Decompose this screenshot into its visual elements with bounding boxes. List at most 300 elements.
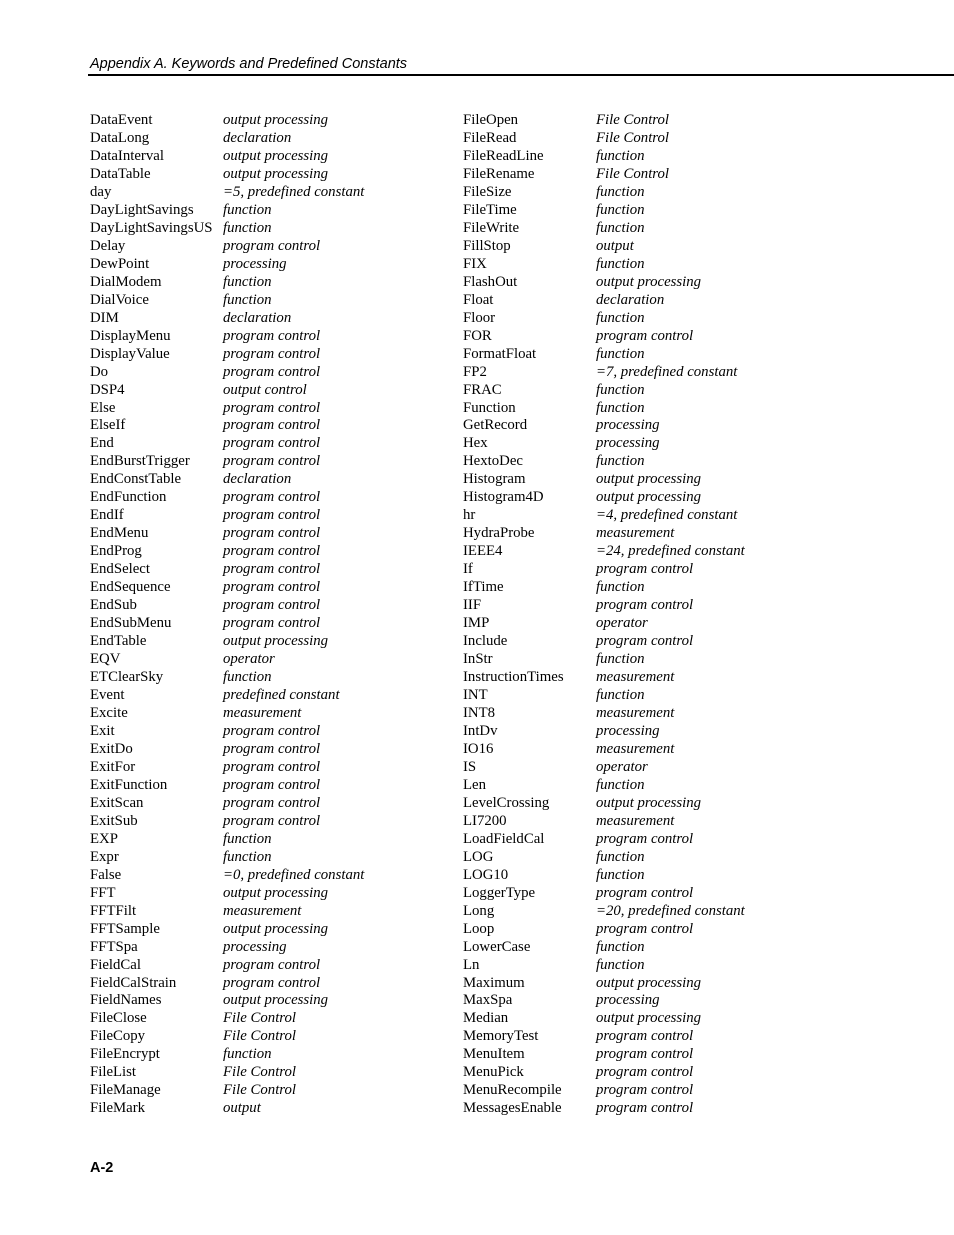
keyword-row bbox=[90, 471, 420, 489]
keyword: FieldCalStrain bbox=[90, 974, 177, 991]
keyword-category: measurement bbox=[596, 740, 675, 757]
keyword-category: output processing bbox=[596, 1010, 702, 1027]
keyword: InStr bbox=[463, 651, 493, 668]
keyword: LoggerType bbox=[463, 884, 536, 901]
keyword: ETClearSky bbox=[90, 669, 164, 686]
keyword-row bbox=[90, 400, 420, 418]
keyword-category: =5, predefined constant bbox=[223, 183, 365, 200]
keyword-category: function bbox=[596, 309, 645, 326]
keyword-category: output processing bbox=[223, 147, 329, 164]
keyword-category: program control bbox=[223, 417, 321, 434]
keyword: Excite bbox=[90, 704, 128, 721]
keyword-row bbox=[90, 256, 420, 274]
keyword-row bbox=[90, 292, 420, 310]
keyword-row bbox=[90, 1082, 420, 1100]
keyword: FFTSample bbox=[90, 920, 160, 937]
keyword: Else bbox=[90, 399, 116, 416]
keyword-category: program control bbox=[223, 363, 321, 380]
keyword-row bbox=[463, 310, 903, 328]
keyword: DewPoint bbox=[90, 255, 150, 272]
keyword-row bbox=[90, 885, 420, 903]
keyword: DataEvent bbox=[90, 112, 153, 128]
keyword-category: program control bbox=[596, 1100, 694, 1117]
keyword-category: program control bbox=[223, 615, 321, 632]
keyword: FileManage bbox=[90, 1082, 161, 1099]
keyword-category: output processing bbox=[223, 165, 329, 182]
keyword: MenuRecompile bbox=[463, 1082, 562, 1099]
keyword-row bbox=[90, 166, 420, 184]
keyword-row bbox=[90, 364, 420, 382]
keyword-row bbox=[90, 112, 420, 130]
keyword-category: function bbox=[596, 183, 645, 200]
keyword-row bbox=[90, 597, 420, 615]
keyword-category: program control bbox=[596, 561, 694, 578]
keyword-row bbox=[90, 220, 420, 238]
keyword: FileReadLine bbox=[463, 147, 544, 164]
keyword-row bbox=[90, 957, 420, 975]
keyword: ExitFor bbox=[90, 758, 136, 775]
keyword-category: function bbox=[223, 201, 272, 218]
keyword: EndSequence bbox=[90, 579, 171, 596]
keyword-row bbox=[90, 148, 420, 166]
keyword-category: program control bbox=[223, 345, 321, 362]
keyword-category: function bbox=[596, 956, 645, 973]
keyword-category: output processing bbox=[596, 471, 702, 488]
keyword-category: processing bbox=[223, 255, 287, 272]
keyword: IfTime bbox=[463, 579, 504, 596]
keyword: ExitDo bbox=[90, 740, 133, 757]
keyword-row bbox=[463, 220, 903, 238]
header-rule bbox=[88, 74, 954, 76]
keyword-row bbox=[463, 921, 903, 939]
keyword: INT bbox=[463, 687, 488, 703]
keyword: FileOpen bbox=[463, 112, 519, 128]
keyword-category: program control bbox=[223, 561, 321, 578]
keyword-row bbox=[90, 1046, 420, 1064]
keyword-category: program control bbox=[223, 956, 321, 973]
keyword-category: program control bbox=[596, 1028, 694, 1045]
keyword-row bbox=[463, 813, 903, 831]
keyword-category: function bbox=[596, 381, 645, 398]
keyword-category: program control bbox=[223, 722, 321, 739]
keyword-row bbox=[463, 723, 903, 741]
keyword-category: program control bbox=[223, 327, 321, 344]
keyword: LoadFieldCal bbox=[463, 830, 545, 847]
keyword-row bbox=[463, 705, 903, 723]
keyword: Include bbox=[463, 633, 508, 650]
keyword: EQV bbox=[90, 651, 121, 668]
keyword-category: program control bbox=[223, 435, 321, 452]
keyword-category: output processing bbox=[223, 920, 329, 937]
keyword-row bbox=[463, 885, 903, 903]
keyword-category: program control bbox=[596, 1046, 694, 1063]
keyword-row bbox=[90, 705, 420, 723]
keyword: LOG bbox=[463, 848, 494, 865]
keyword: Do bbox=[90, 363, 109, 380]
keyword: FieldCal bbox=[90, 956, 141, 973]
keyword-row bbox=[463, 597, 903, 615]
keyword-row bbox=[90, 633, 420, 651]
keyword-category: output control bbox=[223, 381, 307, 398]
keyword-category: function bbox=[596, 938, 645, 955]
keyword-row bbox=[463, 166, 903, 184]
keyword-row bbox=[463, 849, 903, 867]
keyword: If bbox=[463, 561, 473, 578]
keyword: FileRename bbox=[463, 165, 535, 182]
keyword: EndBurstTrigger bbox=[90, 453, 190, 470]
keyword: InstructionTimes bbox=[463, 669, 564, 686]
keyword-row bbox=[90, 992, 420, 1010]
keyword-row bbox=[90, 1064, 420, 1082]
keyword: Maximum bbox=[463, 974, 525, 991]
keyword: Median bbox=[463, 1010, 509, 1027]
keyword: False bbox=[90, 866, 122, 883]
keyword-category: function bbox=[596, 687, 645, 703]
keyword-category: program control bbox=[223, 740, 321, 757]
keyword: DialVoice bbox=[90, 291, 149, 308]
keyword-row bbox=[90, 184, 420, 202]
keyword: EndSelect bbox=[90, 561, 150, 578]
keyword-row bbox=[90, 489, 420, 507]
keyword-category: File Control bbox=[596, 129, 670, 146]
keyword-category: output processing bbox=[596, 974, 702, 991]
keyword-category: function bbox=[596, 255, 645, 272]
keyword-row bbox=[90, 1010, 420, 1028]
keyword-category: operator bbox=[596, 758, 648, 775]
keyword-row bbox=[463, 795, 903, 813]
keyword-category: declaration bbox=[596, 291, 665, 308]
keyword: GetRecord bbox=[463, 417, 528, 434]
keyword: FileList bbox=[90, 1064, 137, 1081]
keyword-category: program control bbox=[223, 812, 321, 829]
keyword-row bbox=[463, 364, 903, 382]
keyword: IMP bbox=[463, 615, 490, 632]
keyword: FillStop bbox=[463, 237, 511, 254]
keyword-category: program control bbox=[223, 453, 321, 470]
keyword-category: File Control bbox=[223, 1064, 297, 1081]
keyword-category: measurement bbox=[223, 704, 302, 721]
keyword: ExitScan bbox=[90, 794, 144, 811]
keyword-row bbox=[463, 471, 903, 489]
keyword-row bbox=[90, 202, 420, 220]
keyword-category: program control bbox=[596, 830, 694, 847]
keyword: Histogram4D bbox=[463, 489, 544, 506]
keyword-category: program control bbox=[596, 1082, 694, 1099]
keyword-row bbox=[463, 256, 903, 274]
keyword-row bbox=[463, 1064, 903, 1082]
keyword: Delay bbox=[90, 237, 126, 254]
keyword-row bbox=[463, 400, 903, 418]
keyword-row bbox=[90, 507, 420, 525]
keyword: Long bbox=[463, 902, 495, 919]
keyword-row bbox=[463, 633, 903, 651]
keyword-category: operator bbox=[223, 651, 275, 668]
keyword-row bbox=[463, 453, 903, 471]
keyword-category: program control bbox=[223, 794, 321, 811]
keyword-row bbox=[90, 543, 420, 561]
keyword: EndTable bbox=[90, 633, 147, 650]
keyword-category: measurement bbox=[596, 812, 675, 829]
keyword-row bbox=[463, 328, 903, 346]
keyword: IO16 bbox=[463, 740, 494, 757]
page-number: A-2 bbox=[90, 1160, 114, 1176]
keyword-row bbox=[90, 346, 420, 364]
keyword-category: =0, predefined constant bbox=[223, 866, 365, 883]
keyword-row bbox=[463, 992, 903, 1010]
keyword-category: declaration bbox=[223, 309, 292, 326]
keyword-category: function bbox=[223, 291, 272, 308]
keyword: FRAC bbox=[463, 381, 502, 398]
keyword-row bbox=[463, 651, 903, 669]
keyword: Event bbox=[90, 687, 125, 703]
keyword-row bbox=[463, 238, 903, 256]
keyword: LOG10 bbox=[463, 866, 509, 883]
keyword-category: program control bbox=[596, 1064, 694, 1081]
keyword-category: function bbox=[223, 830, 272, 847]
keyword: HydraProbe bbox=[463, 525, 535, 542]
keyword: FFT bbox=[90, 884, 116, 901]
keyword-category: processing bbox=[596, 992, 660, 1009]
keyword: Expr bbox=[90, 848, 119, 865]
page-header: Appendix A. Keywords and Predefined Constants bbox=[90, 56, 408, 72]
keyword: EndMenu bbox=[90, 525, 149, 542]
keyword-row bbox=[463, 112, 903, 130]
keyword: EndConstTable bbox=[90, 471, 182, 488]
right-keyword-column bbox=[463, 112, 903, 1118]
keyword-row bbox=[463, 579, 903, 597]
keyword-category: function bbox=[596, 399, 645, 416]
keyword-category: program control bbox=[596, 597, 694, 614]
keyword-row bbox=[463, 1046, 903, 1064]
keyword-category: declaration bbox=[223, 129, 292, 146]
keyword-row bbox=[90, 669, 420, 687]
keyword-category: program control bbox=[596, 884, 694, 901]
keyword-row bbox=[90, 435, 420, 453]
keyword-row bbox=[90, 651, 420, 669]
keyword-row bbox=[463, 346, 903, 364]
keyword-row bbox=[463, 1010, 903, 1028]
keyword-row bbox=[463, 957, 903, 975]
keyword-row bbox=[90, 1100, 420, 1118]
keyword: MessagesEnable bbox=[463, 1100, 562, 1117]
keyword: End bbox=[90, 435, 114, 452]
keyword: DayLightSavingsUS bbox=[90, 219, 213, 236]
keyword-category: function bbox=[596, 866, 645, 883]
keyword: FileEncrypt bbox=[90, 1046, 160, 1063]
keyword-row bbox=[463, 148, 903, 166]
keyword-row bbox=[463, 507, 903, 525]
keyword: LowerCase bbox=[463, 938, 531, 955]
keyword: EndFunction bbox=[90, 489, 167, 506]
keyword-row bbox=[463, 274, 903, 292]
keyword-category: output processing bbox=[223, 112, 329, 128]
keyword: MenuItem bbox=[463, 1046, 525, 1063]
keyword-category: output bbox=[596, 237, 634, 254]
keyword-category: =24, predefined constant bbox=[596, 543, 745, 560]
keyword: FileWrite bbox=[463, 219, 520, 236]
keyword-category: output processing bbox=[223, 633, 329, 650]
keyword-row bbox=[463, 831, 903, 849]
keyword-category: function bbox=[596, 201, 645, 218]
keyword-category: program control bbox=[223, 543, 321, 560]
keyword-row bbox=[463, 741, 903, 759]
keyword-row bbox=[90, 939, 420, 957]
keyword-category: measurement bbox=[223, 902, 302, 919]
keyword-category: program control bbox=[223, 507, 321, 524]
keyword-row bbox=[463, 1082, 903, 1100]
keyword-category: function bbox=[223, 848, 272, 865]
keyword: LI7200 bbox=[463, 812, 507, 829]
keyword-category: program control bbox=[223, 776, 321, 793]
keyword: FP2 bbox=[463, 363, 487, 380]
keyword-category: measurement bbox=[596, 525, 675, 542]
keyword-category: File Control bbox=[223, 1028, 297, 1045]
keyword-row bbox=[463, 525, 903, 543]
keyword-category: program control bbox=[596, 327, 694, 344]
keyword-row bbox=[463, 1028, 903, 1046]
keyword-row bbox=[90, 561, 420, 579]
keyword-row bbox=[463, 184, 903, 202]
keyword-category: program control bbox=[223, 597, 321, 614]
keyword-category: output bbox=[223, 1100, 261, 1117]
keyword: FieldNames bbox=[90, 992, 162, 1009]
keyword-row bbox=[90, 903, 420, 921]
keyword: FOR bbox=[463, 327, 492, 344]
keyword-category: processing bbox=[596, 417, 660, 434]
keyword-category: =4, predefined constant bbox=[596, 507, 738, 524]
keyword-row bbox=[463, 435, 903, 453]
keyword-row bbox=[90, 921, 420, 939]
keyword-category: function bbox=[596, 219, 645, 236]
keyword-category: function bbox=[223, 1046, 272, 1063]
keyword-category: measurement bbox=[596, 704, 675, 721]
keyword-row bbox=[463, 759, 903, 777]
keyword: DayLightSavings bbox=[90, 201, 194, 218]
keyword: FFTFilt bbox=[90, 902, 137, 919]
keyword: EndSub bbox=[90, 597, 137, 614]
keyword-category: program control bbox=[223, 525, 321, 542]
keyword-category: =7, predefined constant bbox=[596, 363, 738, 380]
keyword: EndIf bbox=[90, 507, 124, 524]
keyword-category: program control bbox=[223, 974, 321, 991]
keyword-category: File Control bbox=[223, 1082, 297, 1099]
keyword-row bbox=[463, 939, 903, 957]
keyword-row bbox=[90, 1028, 420, 1046]
keyword: day bbox=[90, 183, 112, 200]
keyword: FileClose bbox=[90, 1010, 147, 1027]
left-keyword-column bbox=[90, 112, 420, 1118]
keyword-row bbox=[463, 561, 903, 579]
keyword-category: declaration bbox=[223, 471, 292, 488]
keyword: DisplayValue bbox=[90, 345, 170, 362]
keyword: FileCopy bbox=[90, 1028, 146, 1045]
keyword-category: function bbox=[596, 848, 645, 865]
keyword: IntDv bbox=[463, 722, 498, 739]
keyword: MemoryTest bbox=[463, 1028, 539, 1045]
keyword: FileSize bbox=[463, 183, 512, 200]
keyword: EndProg bbox=[90, 543, 142, 560]
keyword: DIM bbox=[90, 309, 119, 326]
keyword: IIF bbox=[463, 597, 482, 614]
keyword-row bbox=[90, 328, 420, 346]
keyword-category: File Control bbox=[596, 112, 670, 128]
keyword-row bbox=[463, 417, 903, 435]
keyword-category: predefined constant bbox=[223, 687, 340, 703]
keyword-category: function bbox=[596, 579, 645, 596]
keyword-category: processing bbox=[596, 722, 660, 739]
keyword-row bbox=[463, 292, 903, 310]
keyword-category: program control bbox=[223, 489, 321, 506]
keyword-category: processing bbox=[596, 435, 660, 452]
keyword: DataLong bbox=[90, 129, 150, 146]
keyword-category: function bbox=[596, 651, 645, 668]
keyword-row bbox=[90, 849, 420, 867]
keyword: FileMark bbox=[90, 1100, 146, 1117]
keyword: Ln bbox=[463, 956, 480, 973]
keyword: DisplayMenu bbox=[90, 327, 171, 344]
keyword-row bbox=[90, 687, 420, 705]
keyword-category: program control bbox=[223, 579, 321, 596]
keyword-category: function bbox=[223, 219, 272, 236]
keyword-row bbox=[463, 489, 903, 507]
keyword-row bbox=[90, 975, 420, 993]
keyword-category: program control bbox=[596, 633, 694, 650]
keyword: INT8 bbox=[463, 704, 496, 721]
keyword-row bbox=[90, 417, 420, 435]
keyword-category: operator bbox=[596, 615, 648, 632]
keyword: MaxSpa bbox=[463, 992, 513, 1009]
keyword: MenuPick bbox=[463, 1064, 524, 1081]
keyword: ExitFunction bbox=[90, 776, 168, 793]
keyword: Float bbox=[463, 291, 494, 308]
keyword-row bbox=[90, 453, 420, 471]
keyword-category: function bbox=[596, 776, 645, 793]
keyword-row bbox=[463, 382, 903, 400]
keyword-row bbox=[463, 903, 903, 921]
keyword: Function bbox=[463, 399, 516, 416]
keyword-category: File Control bbox=[596, 165, 670, 182]
keyword-row bbox=[90, 867, 420, 885]
keyword: FIX bbox=[463, 255, 487, 272]
keyword-category: program control bbox=[223, 758, 321, 775]
keyword-row bbox=[90, 382, 420, 400]
keyword: FFTSpa bbox=[90, 938, 138, 955]
keyword: DSP4 bbox=[90, 381, 125, 398]
keyword-row bbox=[463, 202, 903, 220]
keyword: EndSubMenu bbox=[90, 615, 172, 632]
keyword: DataTable bbox=[90, 165, 151, 182]
keyword-row bbox=[90, 723, 420, 741]
keyword: FormatFloat bbox=[463, 345, 537, 362]
keyword: Hex bbox=[463, 435, 488, 452]
keyword-row bbox=[90, 238, 420, 256]
keyword-row bbox=[90, 759, 420, 777]
keyword: IEEE4 bbox=[463, 543, 503, 560]
keyword-row bbox=[90, 777, 420, 795]
keyword-row bbox=[463, 687, 903, 705]
keyword-row bbox=[90, 813, 420, 831]
keyword-category: output processing bbox=[223, 884, 329, 901]
keyword-row bbox=[463, 669, 903, 687]
keyword-row bbox=[463, 975, 903, 993]
keyword-category: program control bbox=[223, 237, 321, 254]
keyword: FlashOut bbox=[463, 273, 518, 290]
keyword: ExitSub bbox=[90, 812, 138, 829]
keyword: Histogram bbox=[463, 471, 526, 488]
keyword-row bbox=[463, 130, 903, 148]
keyword-row bbox=[90, 741, 420, 759]
keyword-row bbox=[463, 615, 903, 633]
